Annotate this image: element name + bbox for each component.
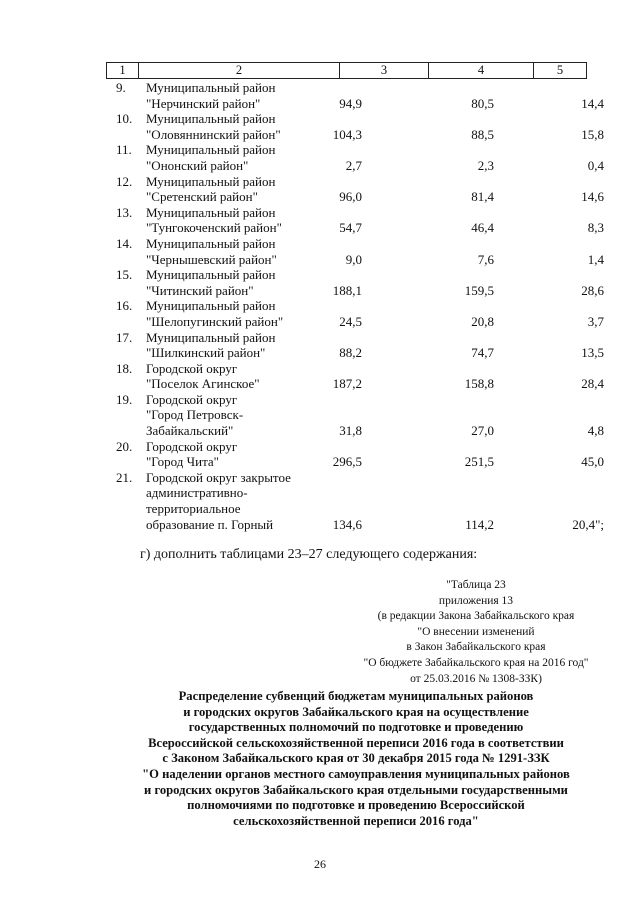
value-col-3: 104,3 <box>332 126 362 142</box>
value-col-4: 46,4 <box>471 220 494 236</box>
value-col-3: 134,6 <box>332 516 362 532</box>
title-line: и городских округов Забайкальского края на осуществление <box>183 704 529 719</box>
title-line: с Законом Забайкальского края от 30 декабря 2015 года № 1291-ЗЗК <box>162 751 550 766</box>
note-line: приложения 13 <box>438 594 514 607</box>
row-name-line: Муниципальный район <box>146 204 276 220</box>
title-line: и городских округов Забайкальского края отдельными государственными <box>144 782 568 797</box>
value-col-4: 27,0 <box>471 423 494 439</box>
value-col-4: 88,5 <box>471 126 494 142</box>
value-col-5: 13,5 <box>581 345 604 361</box>
row-number: 9. <box>116 80 126 95</box>
row-name-line: "Ононский район" <box>146 157 249 173</box>
row-name <box>146 361 336 392</box>
row-name-line: Городской округ <box>146 391 238 407</box>
note-line: "О бюджете Забайкальского края на 2016 год" <box>363 656 589 669</box>
table-row <box>106 267 606 298</box>
row-name-line: "Читинский район" <box>146 282 254 298</box>
title-line: "О наделении органов местного самоуправления муниципальных районов <box>142 766 570 781</box>
value-col-4: 74,7 <box>471 345 494 361</box>
row-name-line: Городской округ <box>146 438 238 454</box>
value-col-4: 7,6 <box>477 251 494 267</box>
table-body <box>106 80 606 532</box>
table-header-row <box>107 63 587 79</box>
value-col-3: 31,8 <box>339 423 362 439</box>
value-col-5: 3,7 <box>587 313 604 329</box>
table-row <box>106 236 606 267</box>
value-col-5: 45,0 <box>581 454 604 470</box>
note-line: в Закон Забайкальского края <box>406 641 546 654</box>
value-col-4: 80,5 <box>471 95 494 111</box>
row-name <box>146 470 336 532</box>
value-col-4: 114,2 <box>465 516 494 532</box>
value-col-3: 9,0 <box>345 251 362 267</box>
table-row <box>106 80 606 111</box>
row-name <box>146 267 336 298</box>
table-header <box>106 62 587 79</box>
row-name-line: "Сретенский район" <box>146 189 258 205</box>
value-col-3: 187,2 <box>332 376 362 392</box>
table-row <box>106 298 606 329</box>
value-col-4: 158,8 <box>464 376 494 392</box>
header-col-4: 4 <box>429 63 534 79</box>
page-number: 26 <box>314 857 326 871</box>
note-line: (в редакции Закона Забайкальского края <box>377 610 575 623</box>
value-col-4: 20,8 <box>471 313 494 329</box>
title-line: Распределение субвенций бюджетам муниципальных районов <box>178 689 534 703</box>
row-name-line: Муниципальный район <box>146 267 276 283</box>
row-name <box>146 298 336 329</box>
table-row <box>106 205 606 236</box>
row-name-line: Муниципальный район <box>146 329 276 345</box>
row-number: 12. <box>116 173 133 189</box>
table-row <box>106 330 606 361</box>
row-name <box>146 330 336 361</box>
row-name <box>146 439 336 470</box>
row-name-line: Муниципальный район <box>146 298 276 314</box>
row-name-line: "Шилкинский район" <box>146 345 266 361</box>
row-name <box>146 392 336 439</box>
row-name-line: Городской округ закрытое <box>146 469 291 485</box>
row-name <box>146 205 336 236</box>
row-number: 10. <box>116 111 133 127</box>
row-name-line: "Чернышевский район" <box>146 251 277 267</box>
value-col-4: 2,3 <box>477 157 494 173</box>
value-col-3: 296,5 <box>332 454 362 470</box>
value-col-3: 88,2 <box>339 345 362 361</box>
row-name <box>146 236 336 267</box>
row-number: 15. <box>116 267 133 283</box>
row-name-line: "Оловяннинский район" <box>146 126 281 142</box>
table-row <box>106 439 606 470</box>
value-col-3: 94,9 <box>339 95 362 111</box>
title-line: полномочиями по подготовке и проведению Всероссийской <box>187 798 525 813</box>
value-col-5: 14,6 <box>581 189 604 205</box>
table-row <box>106 174 606 205</box>
value-col-3: 2,7 <box>345 157 362 173</box>
header-col-3: 3 <box>340 63 429 79</box>
value-col-5: 8,3 <box>587 220 604 236</box>
header-col-2: 2 <box>139 63 340 79</box>
title-line: государственных полномочий по подготовке и проведению <box>188 720 524 735</box>
note-line: "Таблица 23 <box>446 579 506 591</box>
row-name-line: территориальное <box>146 501 241 517</box>
row-name-line: Муниципальный район <box>146 80 276 95</box>
value-col-5: 0,4 <box>587 157 604 173</box>
value-col-5: 28,6 <box>581 282 604 298</box>
row-number: 13. <box>116 204 133 220</box>
row-number: 16. <box>116 298 133 314</box>
table-row <box>106 142 606 173</box>
table-row <box>106 392 606 439</box>
row-name <box>146 111 336 142</box>
row-name <box>146 80 336 111</box>
title-line: сельскохозяйственной переписи 2016 года" <box>233 813 479 828</box>
row-name-line: "Поселок Агинское" <box>146 376 260 392</box>
value-col-3: 188,1 <box>332 282 362 298</box>
row-number: 20. <box>116 438 133 454</box>
amendment-paragraph: г) дополнить таблицами 23–27 следующего содержания: <box>140 547 478 562</box>
value-col-5: 15,8 <box>581 126 604 142</box>
note-line: "О внесении изменений <box>417 625 535 638</box>
row-name-line: Городской округ <box>146 360 238 376</box>
row-name-line: "Город Петровск- <box>146 407 244 423</box>
row-number: 17. <box>116 329 133 345</box>
row-name-line: "Нерчинский район" <box>146 95 261 111</box>
table-title <box>96 689 616 829</box>
row-number: 18. <box>116 360 133 376</box>
row-name-line: "Город Чита" <box>146 454 219 470</box>
row-name-line: Муниципальный район <box>146 111 276 127</box>
value-col-5: 28,4 <box>581 376 604 392</box>
table-row <box>106 361 606 392</box>
row-number: 14. <box>116 235 133 251</box>
row-name-line: Забайкальский" <box>146 423 234 439</box>
row-name-line: Муниципальный район <box>146 173 276 189</box>
row-name-line: "Шелопугинский район" <box>146 313 284 329</box>
row-name-line: Муниципальный район <box>146 142 276 158</box>
row-name-line: Муниципальный район <box>146 235 276 251</box>
value-col-4: 159,5 <box>464 282 494 298</box>
value-col-5: 4,8 <box>587 423 604 439</box>
value-col-4: 81,4 <box>471 189 494 205</box>
table-row <box>106 470 606 532</box>
value-col-3: 54,7 <box>339 220 362 236</box>
value-col-3: 24,5 <box>339 313 362 329</box>
row-name <box>146 174 336 205</box>
note-line: от 25.03.2016 № 1308-ЗЗК) <box>410 672 542 685</box>
title-line: Всероссийской сельскохозяйственной переписи 2016 года в соответствии <box>148 735 564 750</box>
header-col-5: 5 <box>534 63 587 79</box>
row-number: 11. <box>116 142 132 158</box>
row-name-line: административно- <box>146 485 248 501</box>
row-number: 19. <box>116 391 133 407</box>
value-col-5: 1,4 <box>587 251 604 267</box>
header-col-1: 1 <box>107 63 139 79</box>
table-row <box>106 111 606 142</box>
row-name-line: образование п. Горный <box>146 516 274 532</box>
row-name <box>146 142 336 173</box>
value-col-5: 20,4"; <box>572 516 604 532</box>
value-col-3: 96,0 <box>339 189 362 205</box>
row-number: 21. <box>116 469 133 485</box>
table-note <box>330 578 622 687</box>
value-col-4: 251,5 <box>464 454 494 470</box>
value-col-5: 14,4 <box>581 95 604 111</box>
row-name-line: "Тунгокоченский район" <box>146 220 282 236</box>
